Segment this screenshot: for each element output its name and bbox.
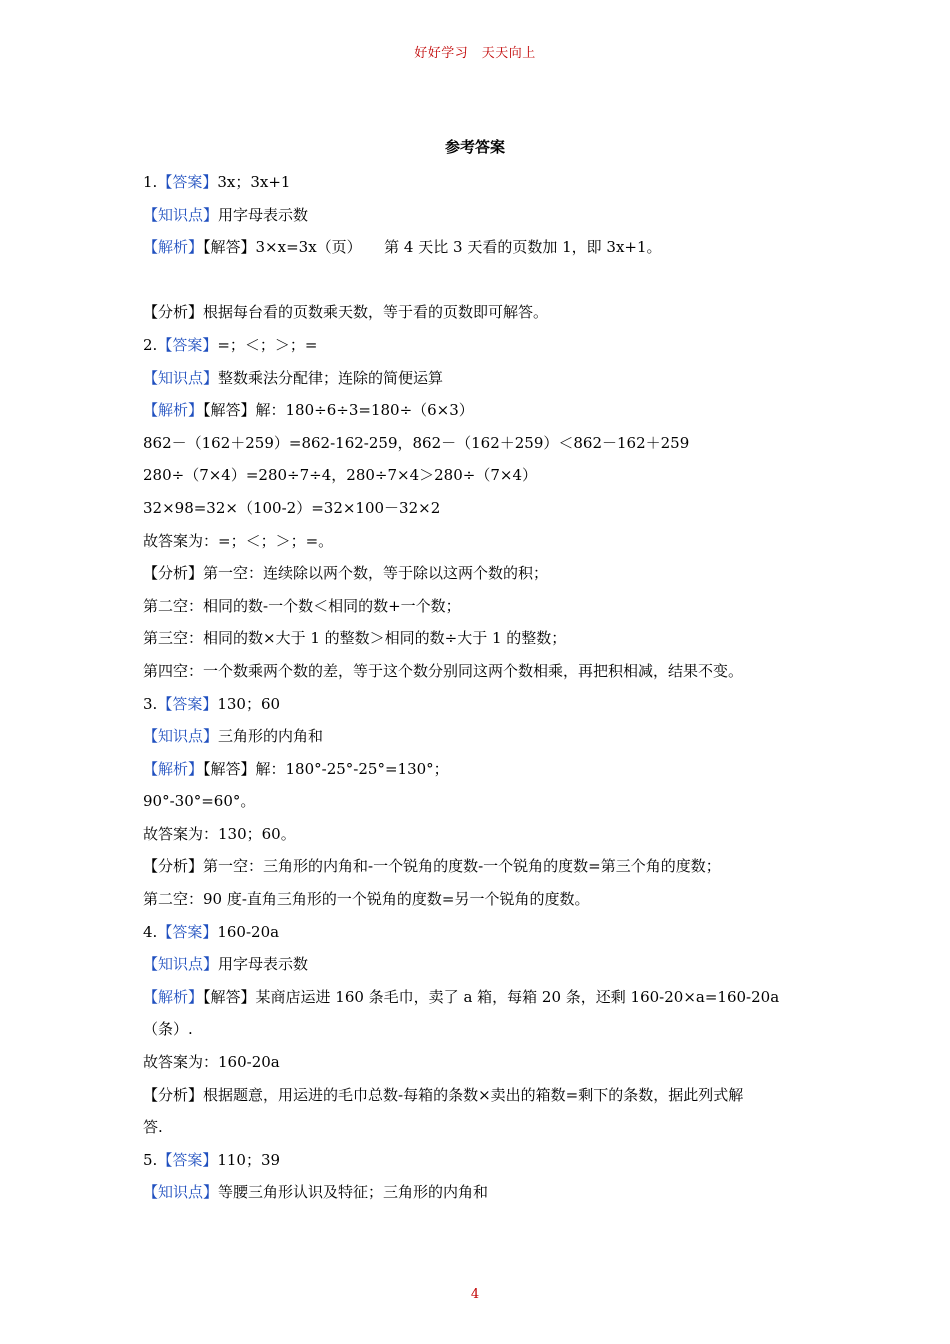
q2-line-4: 故答案为：=；＜；＞；=。 <box>143 531 334 550</box>
q3-solution-line <box>143 753 813 786</box>
q1-answer-tag: 【答案】 <box>157 173 218 191</box>
q2-line-2: 280÷（7×4）=280÷7÷4，280÷7×4＞280÷（7×4） <box>143 466 537 485</box>
q4-answer: 160-20a <box>217 922 280 941</box>
q1-answer-line <box>143 166 813 199</box>
q2-solution: 【解答】解：180÷6÷3=180÷（6×3） <box>203 401 474 420</box>
page-number: 4 <box>470 1287 480 1302</box>
q1-solution-line <box>143 231 813 264</box>
page-header: 好好学习 天天向上 <box>414 46 536 61</box>
q1-number: 1. <box>143 173 158 191</box>
q2-analysis-tag: 【解析】 <box>143 401 204 420</box>
q2-line-3: 32×98=32×（100-2）=32×100－32×2 <box>143 498 441 517</box>
q5-knowledge-tag: 【知识点】 <box>143 1183 219 1202</box>
q5-answer-line <box>143 1144 813 1177</box>
q3-answer: 130；60 <box>217 694 281 713</box>
q3-line-3: 【分析】第一空：三角形的内角和-一个锐角的度数-一个锐角的度数=第三个角的度数； <box>143 857 721 876</box>
q4-knowledge-line <box>143 948 813 981</box>
q5-answer-tag: 【答案】 <box>157 1150 218 1169</box>
q4-line-4: 答. <box>143 1118 163 1137</box>
q4-knowledge: 用字母表示数 <box>218 955 309 974</box>
q2-knowledge: 整数乘法分配律；连除的简便运算 <box>218 368 444 387</box>
q4-line-2: 故答案为：160-20a <box>143 1053 280 1072</box>
q4-analysis-tag: 【解析】 <box>143 987 204 1006</box>
q1-analysis-tag: 【解析】 <box>143 238 204 257</box>
q2-line-1: 862－（162＋259）=862-162-259，862－（162＋259）＜862－162＋259 <box>143 433 690 452</box>
q5-number: 5. <box>143 1150 158 1169</box>
q3-knowledge-line <box>143 720 813 753</box>
q2-number: 2. <box>143 335 158 354</box>
q5-knowledge-line <box>143 1176 813 1209</box>
answer-content <box>143 166 813 1209</box>
q1-knowledge-line <box>143 199 813 232</box>
q3-knowledge: 三角形的内角和 <box>218 727 324 746</box>
q1-knowledge-tag: 【知识点】 <box>143 205 219 224</box>
q3-answer-line <box>143 688 813 721</box>
q1-solution: 【解答】3×x=3x（页） 第 4 天比 3 天看的页数加 1，即 3x+1。 <box>203 238 662 257</box>
q4-line-3: 【分析】根据题意，用运进的毛巾总数-每箱的条数×卖出的箱数=剩下的条数，据此列式解 <box>143 1085 744 1104</box>
q3-solution: 【解答】解：180°-25°-25°=130°； <box>203 759 449 778</box>
page-title: 参考答案 <box>444 138 505 156</box>
q2-solution-line <box>143 394 813 427</box>
q4-answer-line <box>143 916 813 949</box>
q2-answer-tag: 【答案】 <box>157 335 218 354</box>
q3-line-1: 90°-30°=60°。 <box>143 792 256 811</box>
q2-line-7: 第三空：相同的数×大于 1 的整数＞相同的数÷大于 1 的整数； <box>143 629 567 648</box>
q5-answer: 110；39 <box>217 1150 281 1169</box>
q1-knowledge: 用字母表示数 <box>218 205 309 224</box>
q3-analysis-tag: 【解析】 <box>143 759 204 778</box>
q2-knowledge-line <box>143 362 813 395</box>
q3-line-4: 第二空：90 度-直角三角形的一个锐角的度数=另一个锐角的度数。 <box>143 890 590 909</box>
q4-knowledge-tag: 【知识点】 <box>143 955 219 974</box>
q4-line-1: （条）. <box>143 1020 193 1039</box>
q2-answer-line <box>143 329 813 362</box>
q1-answer: 3x；3x+1 <box>217 173 291 191</box>
q2-line-6: 第二空：相同的数-一个数＜相同的数+一个数； <box>143 596 461 615</box>
q2-line-5: 【分析】第一空：连续除以两个数，等于除以这两个数的积； <box>143 564 549 583</box>
q4-solution: 【解答】某商店运进 160 条毛巾，卖了 a 箱，每箱 20 条，还剩 160-20×a=160-20a <box>203 987 780 1006</box>
q2-knowledge-tag: 【知识点】 <box>143 368 219 387</box>
q2-line-8: 第四空：一个数乘两个数的差，等于这个数分别同这两个数相乘，再把积相减，结果不变。 <box>143 661 744 680</box>
q4-number: 4. <box>143 922 158 941</box>
q3-answer-tag: 【答案】 <box>157 694 218 713</box>
q1-analysis-line: 【分析】根据每台看的页数乘天数，等于看的页数即可解答。 <box>143 303 549 322</box>
q3-knowledge-tag: 【知识点】 <box>143 727 219 746</box>
q4-solution-line <box>143 981 813 1014</box>
q3-line-2: 故答案为：130；60。 <box>143 824 296 843</box>
q2-answer: =；＜；＞；= <box>217 335 318 354</box>
q4-answer-tag: 【答案】 <box>157 922 218 941</box>
q5-knowledge: 等腰三角形认识及特征；三角形的内角和 <box>218 1183 489 1202</box>
q3-number: 3. <box>143 694 158 713</box>
spacer <box>143 264 813 297</box>
